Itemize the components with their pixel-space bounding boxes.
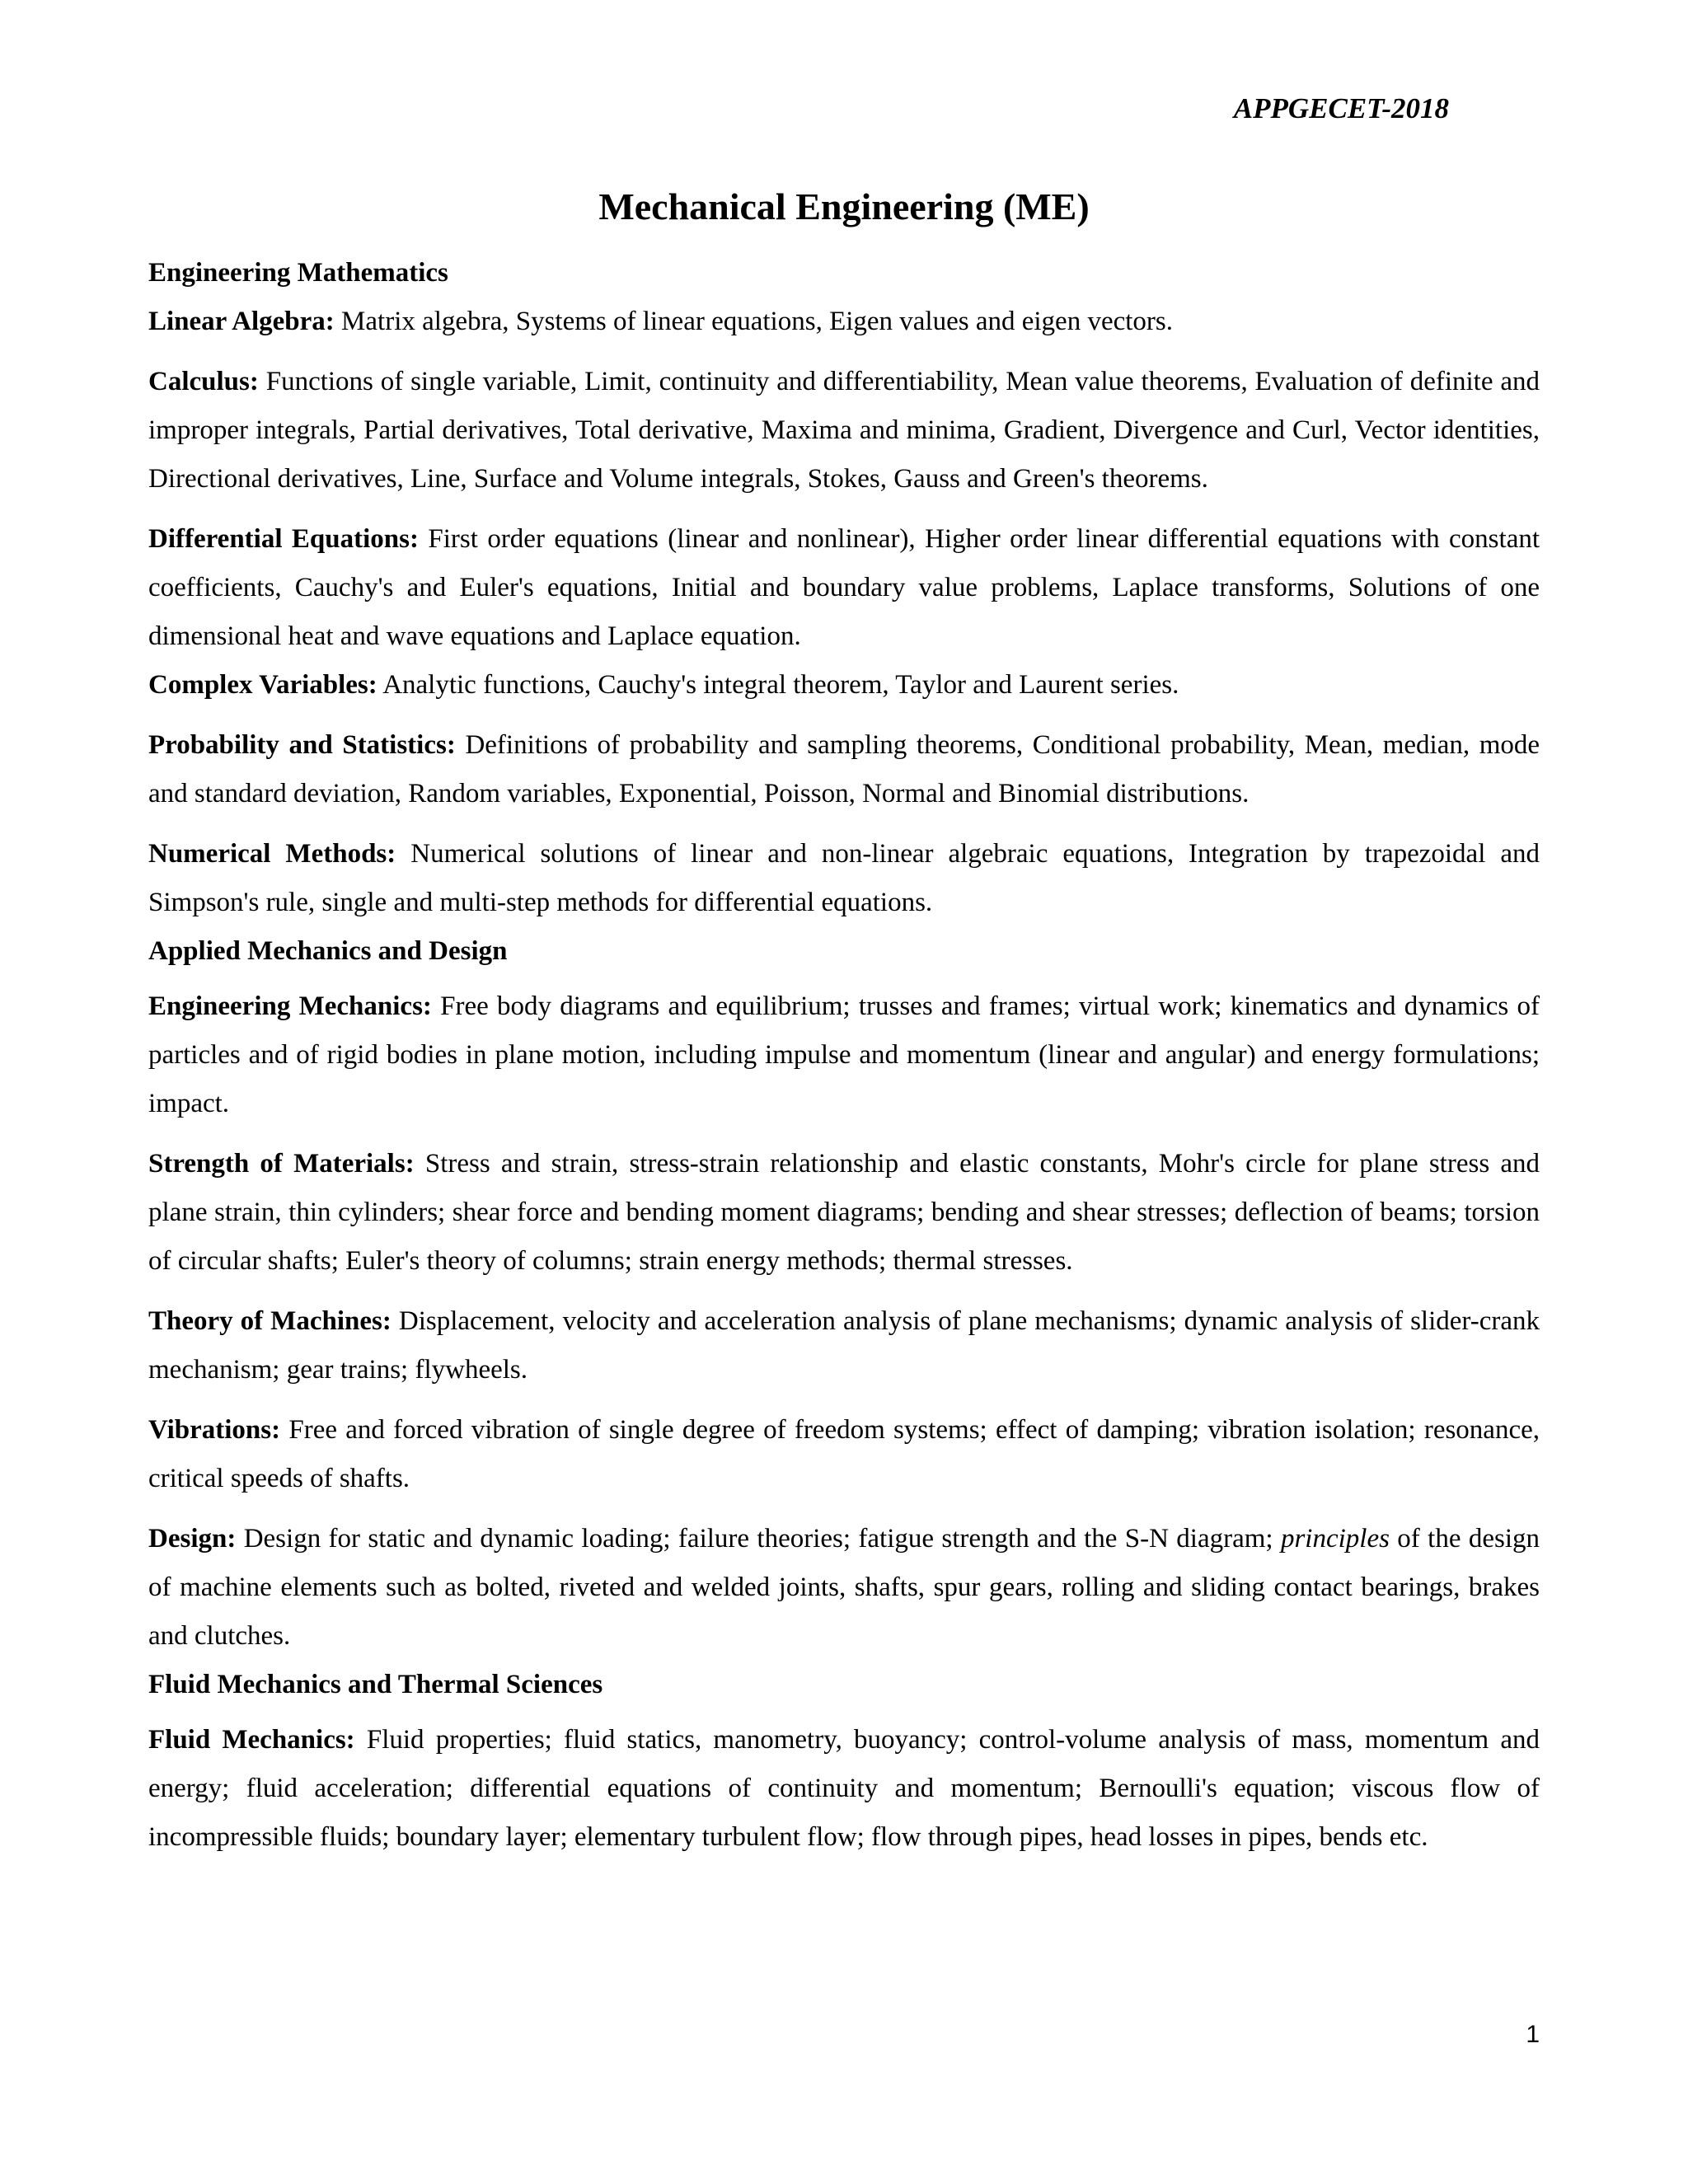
- topic-text: Numerical solutions of linear and non-linear algebraic equations, Integration by trapezoidal and Simpson's rule, single and multi-step methods for differential equations.: [148, 839, 1540, 917]
- topic-label: Probability and Statistics:: [148, 730, 456, 760]
- topic-label: Vibrations:: [148, 1415, 281, 1445]
- topic-label: Complex Variables:: [148, 670, 377, 700]
- topic-label: Engineering Mechanics:: [148, 991, 432, 1021]
- topic-text: Stress and strain, stress-strain relationship and elastic constants, Mohr's circle for plane stress and plane strain, thin cylinders; shear force and bending moment diagrams; bending and shear stresses; deflection of beams; torsion of circular shafts; Euler's theory of columns; strain energy methods; thermal stresses.: [148, 1149, 1540, 1276]
- topic-complex-variables: [148, 661, 1540, 710]
- topic-vibrations: [148, 1406, 1540, 1503]
- topic-theory-of-machines: [148, 1297, 1540, 1394]
- topic-label: Calculus:: [148, 367, 259, 396]
- topic-label: Theory of Machines:: [148, 1306, 392, 1336]
- topic-text: Displacement, velocity and acceleration analysis of plane mechanisms; dynamic analysis of slider-crank mechanism; gear trains; flywheels.: [148, 1306, 1540, 1385]
- topic-design: [148, 1515, 1540, 1661]
- topic-fluid-mechanics: [148, 1716, 1540, 1862]
- section-heading-engineering-mathematics: Engineering Mathematics: [148, 258, 448, 288]
- syllabus-content: [148, 249, 1540, 1862]
- topic-label: Linear Algebra:: [148, 307, 335, 336]
- topic-numerical-methods: [148, 830, 1540, 927]
- topic-text-italic: principles: [1280, 1524, 1390, 1554]
- page-title: Mechanical Engineering (ME): [598, 185, 1090, 227]
- topic-probability-and-statistics: [148, 721, 1540, 818]
- exam-code-header: APPGECET-2018: [1233, 92, 1449, 124]
- topic-text: Free body diagrams and equilibrium; trusses and frames; virtual work; kinematics and dynamics of particles and of rigid bodies in plane motion, including impulse and momentum (linear and angular) and energy formulations; impact.: [148, 991, 1540, 1118]
- topic-text-after: of the design of machine elements such as bolted, riveted and welded joints, shafts, spur gears, rolling and sliding contact bearings, brakes and clutches.: [148, 1524, 1540, 1651]
- topic-text-before: Design for static and dynamic loading; failure theories; fatigue strength and the S-N diagram;: [236, 1524, 1281, 1554]
- topic-calculus: [148, 358, 1540, 504]
- topic-engineering-mechanics: [148, 982, 1540, 1128]
- topic-strength-of-materials: [148, 1140, 1540, 1286]
- topic-text: Matrix algebra, Systems of linear equations, Eigen values and eigen vectors.: [334, 307, 1173, 336]
- topic-text: Free and forced vibration of single degree of freedom systems; effect of damping; vibration isolation; resonance, critical speeds of shafts.: [148, 1415, 1540, 1493]
- topic-label: Design:: [148, 1524, 237, 1554]
- topic-linear-algebra: [148, 298, 1540, 346]
- topic-text: Fluid properties; fluid statics, manometry, buoyancy; control-volume analysis of mass, momentum and energy; fluid acceleration; differential equations of continuity and momentum; Bernoulli's equation; viscous flow of incompressible fluids; boundary layer; elementary turbulent flow; flow through pipes, head losses in pipes, bends etc.: [148, 1725, 1540, 1852]
- topic-label: Numerical Methods:: [148, 839, 396, 869]
- page-number: 1: [1526, 2021, 1540, 2048]
- topic-label: Differential Equations:: [148, 524, 419, 554]
- topic-text: First order equations (linear and nonlinear), Higher order linear differential equations with constant coefficients, Cauchy's and Euler's equations, Initial and boundary value problems, Laplace transforms, Solutions of one dimensional heat and wave equations and Laplace equation.: [148, 524, 1540, 651]
- topic-differential-equations: [148, 515, 1540, 661]
- section-heading-applied-mechanics-and-design: Applied Mechanics and Design: [148, 936, 508, 966]
- section-heading-fluid-mechanics-and-thermal-sciences: Fluid Mechanics and Thermal Sciences: [148, 1670, 603, 1699]
- topic-text: Analytic functions, Cauchy's integral theorem, Taylor and Laurent series.: [377, 670, 1179, 700]
- topic-label: Strength of Materials:: [148, 1149, 415, 1179]
- topic-text: Functions of single variable, Limit, continuity and differentiability, Mean value theorems, Evaluation of definite and improper integrals, Partial derivatives, Total derivative, Maxima and minima, Gradient, Divergence and Curl, Vector identities, Directional derivatives, Line, Surface and Volume integrals, Stokes, Gauss and Green's theorems.: [148, 367, 1540, 494]
- topic-text: Definitions of probability and sampling theorems, Conditional probability, Mean, median, mode and standard deviation, Random variables, Exponential, Poisson, Normal and Binomial distributions.: [148, 730, 1540, 808]
- topic-label: Fluid Mechanics:: [148, 1725, 355, 1755]
